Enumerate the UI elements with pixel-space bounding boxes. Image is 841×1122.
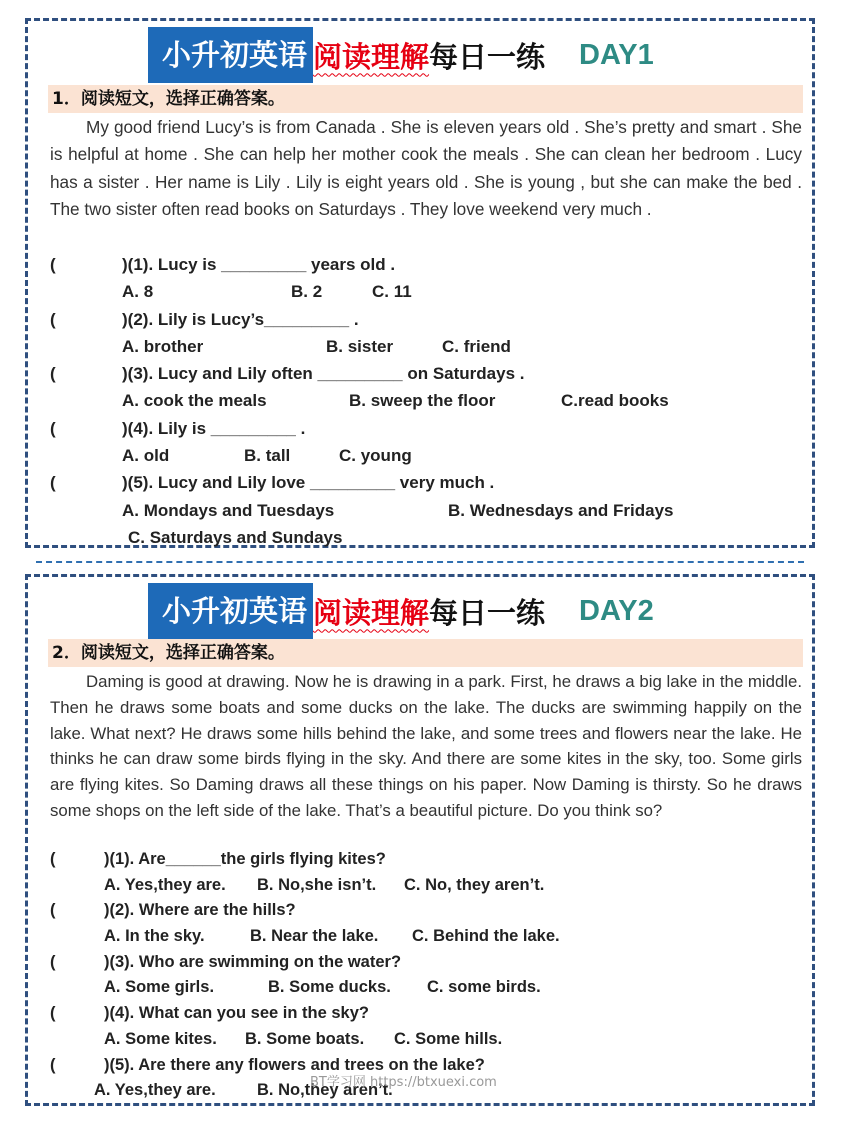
answer-paren[interactable]: (: [50, 418, 56, 438]
answer-paren[interactable]: (: [50, 1055, 56, 1074]
option-a[interactable]: A. cook the meals: [122, 391, 267, 411]
title-box: 小升初英语: [148, 583, 313, 639]
option-a[interactable]: A. brother: [122, 336, 204, 356]
option-row: [50, 924, 802, 950]
title-day: DAY2: [579, 594, 654, 627]
answer-paren[interactable]: (: [50, 1004, 56, 1023]
option-a[interactable]: A. Yes,they are.: [104, 875, 226, 894]
option-a[interactable]: A. old: [122, 446, 170, 466]
option-c[interactable]: C. young: [339, 446, 412, 466]
day1-title: [148, 27, 654, 83]
reading-passage: My good friend Lucy’s is from Canada . She is eleven years old . She’s pretty and smart . She is helpful at home . She can help her mother cook the meals . She can clean her bedroom . Lucy has a sister . Her name is Lily . Lily is eight years old . She is young , but she can make the bed . The two sister often read books on Saturdays . They love weekend very much .: [50, 117, 802, 220]
option-row: [50, 387, 802, 414]
option-row: [50, 524, 802, 551]
day2-title: [148, 583, 654, 639]
day2-card: [25, 574, 815, 1106]
option-row: [50, 442, 802, 469]
option-b[interactable]: B. Some boats.: [245, 1029, 365, 1048]
option-c[interactable]: C. friend: [442, 336, 511, 356]
answer-paren[interactable]: (: [50, 901, 56, 920]
option-c[interactable]: C. some birds.: [427, 978, 541, 997]
option-a[interactable]: A. 8: [122, 282, 154, 302]
section-heading: 2．阅读短文，选择正确答案。: [48, 639, 803, 667]
question-text: )(4). Lily is _________ .: [122, 418, 306, 438]
option-c[interactable]: C.read books: [561, 391, 669, 411]
question-list: [50, 251, 802, 551]
question-text: )(3). Lucy and Lily often _________ on Saturdays .: [122, 364, 525, 384]
option-a[interactable]: A. Mondays and Tuesdays: [122, 500, 335, 520]
option-a[interactable]: A. Some kites.: [104, 1029, 217, 1048]
title-red: 阅读理解: [313, 595, 430, 630]
question-text: )(5). Are there any flowers and trees on the lake?: [104, 1055, 485, 1074]
watermark: BT学习网 https://btxuexi.com: [310, 1075, 497, 1090]
option-c[interactable]: C. Saturdays and Sundays: [128, 527, 343, 547]
option-row: [50, 873, 802, 899]
question-text: )(1). Are______the girls flying kites?: [104, 850, 386, 868]
option-row: [50, 497, 802, 524]
answer-paren[interactable]: (: [50, 952, 56, 971]
question-row: [50, 898, 802, 924]
title-black: 每日一练: [429, 595, 546, 630]
title-black: 每日一练: [429, 39, 546, 74]
option-b[interactable]: B. Near the lake.: [250, 927, 379, 946]
option-c[interactable]: C. No, they aren’t.: [404, 875, 545, 894]
option-b[interactable]: B. Wednesdays and Fridays: [448, 500, 674, 520]
option-c[interactable]: C. Behind the lake.: [412, 927, 560, 946]
question-row: [50, 360, 802, 387]
answer-paren[interactable]: (: [50, 255, 56, 274]
title-red: 阅读理解: [313, 39, 430, 74]
option-c[interactable]: C. 11: [372, 282, 412, 302]
question-text: )(2). Where are the hills?: [104, 901, 296, 920]
question-list: [50, 847, 802, 1104]
question-row: [50, 251, 802, 278]
answer-paren[interactable]: (: [50, 309, 56, 329]
day1-card: [25, 18, 815, 548]
answer-paren[interactable]: (: [50, 850, 56, 868]
option-b[interactable]: B. No,she isn’t.: [257, 875, 377, 894]
answer-paren[interactable]: (: [50, 364, 56, 384]
question-text: )(5). Lucy and Lily love _________ very much .: [122, 473, 495, 493]
section-divider: [36, 561, 804, 563]
question-text: )(1). Lucy is _________ years old .: [122, 255, 396, 274]
option-row: [50, 333, 802, 360]
option-b[interactable]: B. Some ducks.: [268, 978, 391, 997]
question-row: [50, 847, 802, 873]
option-c[interactable]: C. Some hills.: [394, 1029, 503, 1048]
reading-passage: Daming is good at drawing. Now he is drawing in a park. First, he draws a big lake in the middle. Then he draws some boats and some ducks on the lake. The ducks are swimming happily on the lake. What next? He draws some hills behind the lake, and some trees and flowers near the lake. He thinks he can draw some birds flying in the sky. And there are some kites in the sky, too. Some girls are flying kites. So Daming draws all these things on his paper. Now Daming is thirsty. So he draws some shops on the left side of the lake. That’s a beautiful picture. Do you think so?: [50, 672, 802, 820]
question-row: [50, 415, 802, 442]
option-a[interactable]: A. In the sky.: [104, 927, 205, 946]
option-a[interactable]: A. Some girls.: [104, 978, 215, 997]
answer-paren[interactable]: (: [50, 473, 56, 493]
option-b[interactable]: B. sister: [326, 336, 394, 356]
option-b[interactable]: B. sweep the floor: [349, 391, 496, 411]
option-b[interactable]: B. No,they aren’t.: [257, 1081, 393, 1100]
question-row: [50, 1001, 802, 1027]
option-row: [50, 278, 802, 305]
option-b[interactable]: B. 2: [291, 282, 323, 302]
option-row: [50, 975, 802, 1001]
title-day: DAY1: [579, 38, 654, 71]
question-text: )(2). Lily is Lucy’s_________ .: [122, 309, 359, 329]
question-text: )(3). Who are swimming on the water?: [104, 952, 402, 971]
question-text: )(4). What can you see in the sky?: [104, 1004, 369, 1023]
option-b[interactable]: B. tall: [244, 446, 291, 466]
question-row: [50, 950, 802, 976]
question-row: [50, 469, 802, 496]
option-row: [50, 1027, 802, 1053]
title-box: 小升初英语: [148, 27, 313, 83]
option-a[interactable]: A. Yes,they are.: [94, 1081, 216, 1100]
question-row: [50, 306, 802, 333]
section-heading: 1．阅读短文，选择正确答案。: [48, 85, 803, 113]
